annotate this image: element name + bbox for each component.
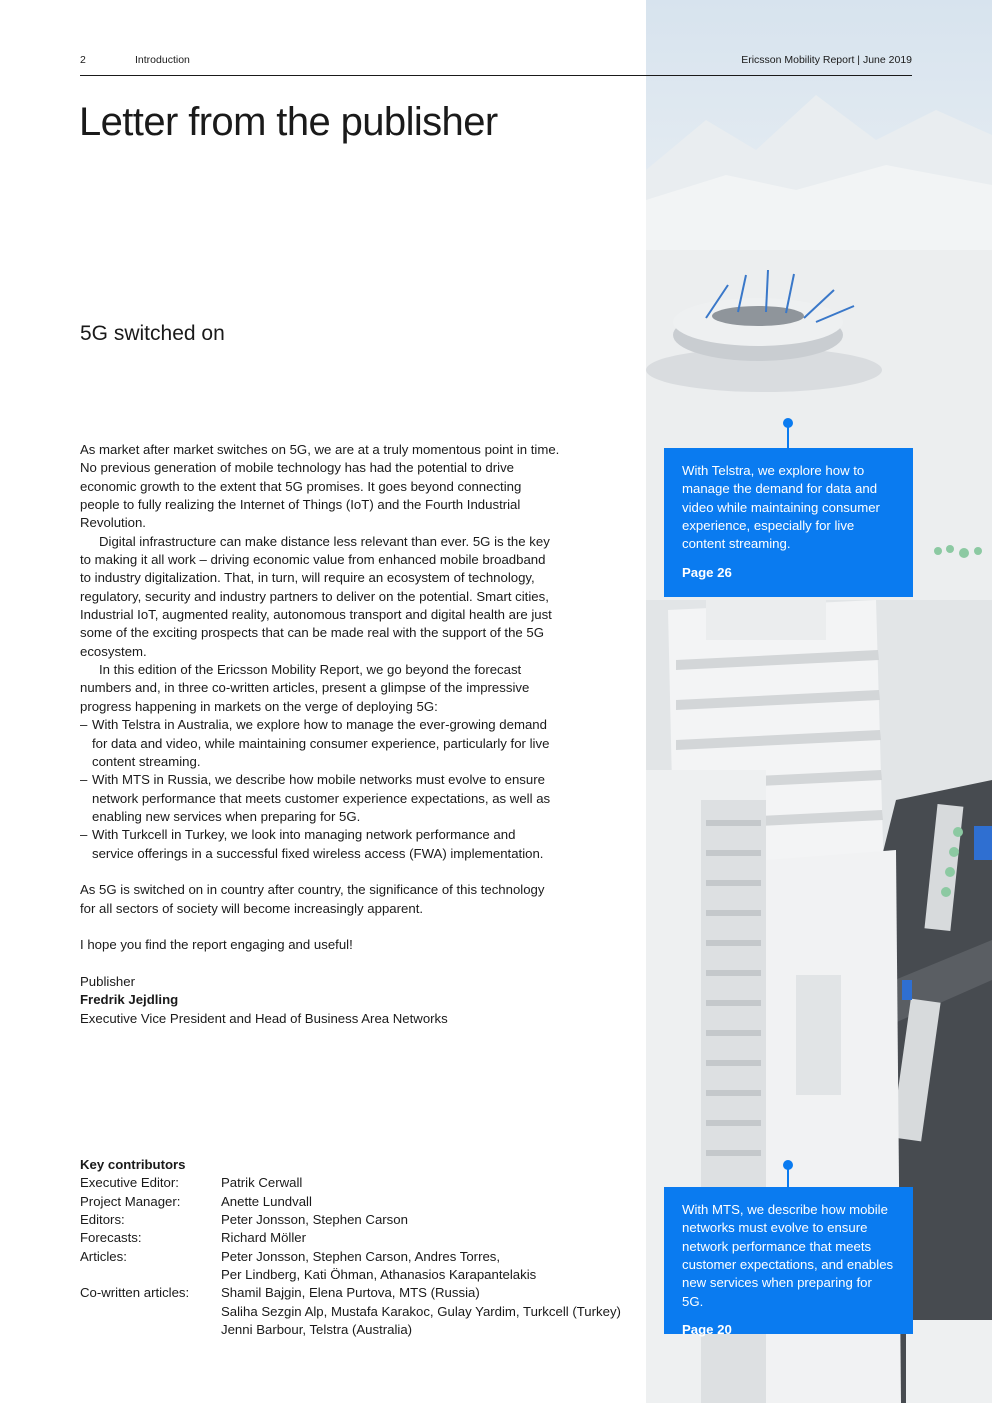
callout-page-link[interactable]: Page 20: [682, 1322, 732, 1338]
page-title: Letter from the publisher: [79, 100, 498, 144]
signature-name: Fredrik Jejdling: [80, 992, 179, 1008]
callout-pin-head-2: [783, 1160, 793, 1170]
callout-text: With Telstra, we explore how to manage the demand for data and video while maintaining consumer experience, especially for live content streaming.: [682, 463, 880, 552]
table-row: Executive Editor: Patrik Cerwall: [80, 1175, 303, 1191]
paragraph-2: Digital infrastructure can make distance less relevant than ever. 5G is the key to making it all work – driving economic value from enhanced mobile broadband to industry digitalization. That, in turn, will require an ecosystem of technology, regulatory, security and industry partners to deliver on the potential. Smart cities, Industrial IoT, augmented reality, autonomous transport and digital health are just some of the exciting prospects that can be made real with the support of the 5G ecosystem.: [80, 533, 552, 659]
telstra-callout[interactable]: [664, 448, 913, 597]
callout-pin-head-1: [783, 418, 793, 428]
list-item: – With Turkcell in Turkey, we look into managing network performance and service offerings in a successful fixed wireless access (FWA) implementation.: [80, 827, 544, 861]
publication-title: Ericsson Mobility Report | June 2019: [741, 54, 912, 66]
table-row: Saliha Sezgin Alp, Mustafa Karakoc, Gulay Yardim, Turkcell (Turkey): [221, 1303, 621, 1319]
table-row: Articles: Peter Jonsson, Stephen Carson, Andres Torres,: [80, 1248, 501, 1264]
list-item: – With MTS in Russia, we describe how mobile networks must evolve to ensure network performance that meets customer experience expectations, as well as enabling new services when preparing for 5G.: [80, 772, 551, 824]
table-row: Forecasts: Richard Möller: [80, 1230, 307, 1246]
contributors-heading: Key contributors: [80, 1157, 186, 1172]
letter-body: [80, 441, 560, 1028]
table-row: Per Lindberg, Kati Öhman, Athanasios Karapantelakis: [221, 1267, 537, 1283]
section-name: Introduction: [135, 54, 190, 66]
table-row: Project Manager: Anette Lundvall: [80, 1193, 312, 1209]
paragraph-5: I hope you find the report engaging and useful!: [80, 937, 353, 953]
key-contributors: [80, 1156, 621, 1339]
contributors-table: [80, 1174, 621, 1339]
table-row: Editors: Peter Jonsson, Stephen Carson: [80, 1212, 408, 1228]
table-row: Jenni Barbour, Telstra (Australia): [221, 1322, 413, 1338]
table-row: Co-written articles: Shamil Bajgin, Elena Purtova, MTS (Russia): [80, 1285, 480, 1301]
mts-callout[interactable]: [664, 1187, 913, 1338]
signature-role: Publisher: [80, 973, 135, 989]
callout-page-link[interactable]: Page 26: [682, 564, 732, 580]
paragraph-1: As market after market switches on 5G, we are at a truly momentous point in time. No previous generation of mobile technology has had the potential to drive economic growth to the extent that 5G promises. It goes beyond connecting people to fully realizing the Internet of Things (IoT) and the Fourth Industrial Revolution.: [80, 442, 560, 531]
subtitle: 5G switched on: [80, 322, 225, 345]
paragraph-4: As 5G is switched on in country after country, the significance of this technology for all sectors of society will become increasingly apparent.: [80, 882, 545, 916]
list-item: – With Telstra in Australia, we explore how to manage the ever-growing demand for data and video, while maintaining consumer experience, particularly for live content streaming.: [80, 717, 550, 769]
signature-position: Executive Vice President and Head of Business Area Networks: [80, 1010, 448, 1026]
paragraph-3: In this edition of the Ericsson Mobility Report, we go beyond the forecast numbers and, in three co-written articles, present a glimpse of the impressive progress happening in markets on the verge of deploying 5G:: [80, 662, 530, 714]
running-header: [80, 53, 912, 76]
callout-text: With MTS, we describe how mobile networks must evolve to ensure network performance that meets customer expectations, and enables new services when preparing for 5G.: [682, 1202, 894, 1309]
article-list: [80, 716, 560, 863]
page-number: 2: [80, 54, 86, 66]
